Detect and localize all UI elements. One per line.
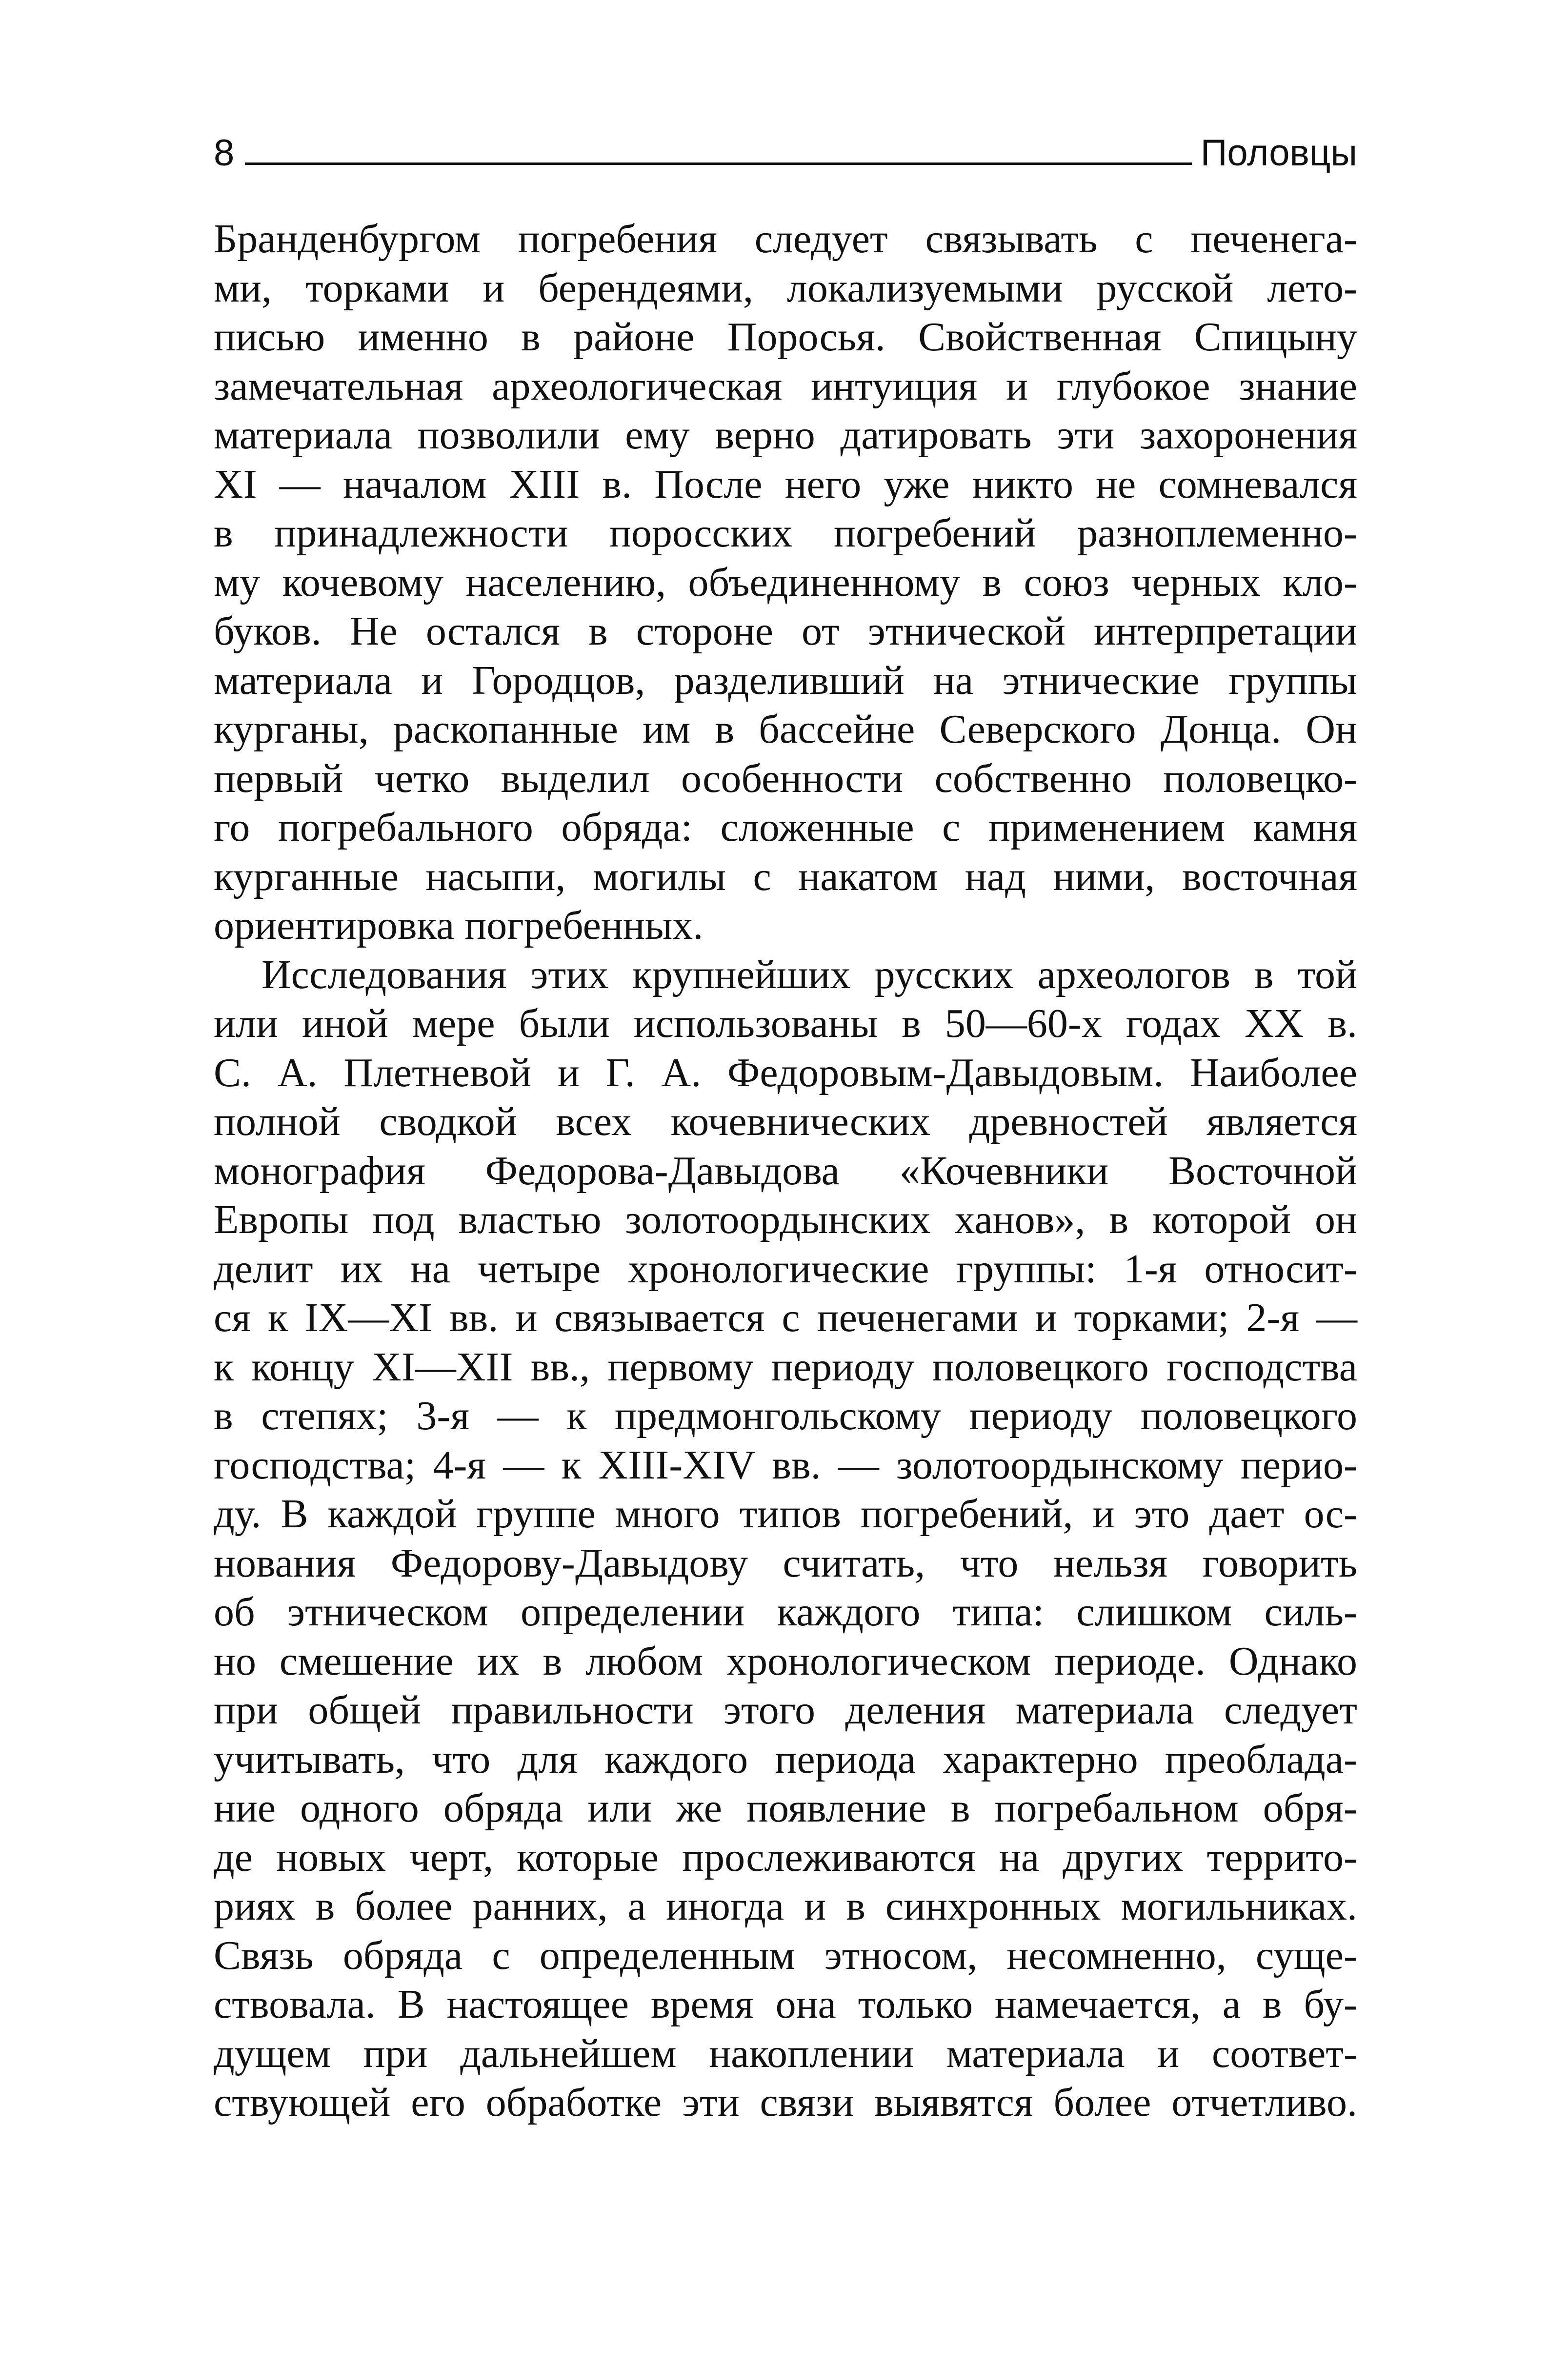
text-line: курганы, раскопанные им в бассейне Северского Донца. Он — [214, 707, 1357, 752]
text-line: Исследования этих крупнейших русских археологов в той — [261, 952, 1357, 997]
body-text — [214, 215, 1357, 2127]
text-line: курганные насыпи, могилы с накатом над ними, восточная — [214, 853, 1357, 899]
text-line: Европы под властью золотоордынских ханов», в которой он — [214, 1197, 1357, 1242]
text-line: учитывать, что для каждого периода характерно преоблада- — [214, 1736, 1357, 1782]
text-line: ми, торками и берендеями, локализуемыми русской лето- — [214, 265, 1357, 311]
text-line: Связь обряда с определенным этносом, несомненно, суще- — [214, 1932, 1357, 1978]
text-line: полной сводкой всех кочевнических древностей является — [214, 1099, 1357, 1144]
text-line: делит их на четыре хронологические группы: 1-я относит- — [214, 1246, 1357, 1292]
text-line: ориентировка погребенных. — [214, 903, 704, 948]
text-line: С. А. Плетневой и Г. А. Федоровым-Давыдовым. Наиболее — [214, 1050, 1357, 1095]
text-line: материала и Городцов, разделивший на этнические группы — [214, 657, 1357, 703]
text-line: но смешение их в любом хронологическом периоде. Однако — [214, 1638, 1357, 1684]
paragraph-2 — [214, 951, 1357, 2127]
text-line: му кочевому населению, объединенному в союз черных кло- — [214, 559, 1357, 605]
text-line: при общей правильности этого деления материала следует — [214, 1687, 1357, 1733]
text-line: дущем при дальнейшем накоплении материала и соответ- — [214, 2030, 1357, 2076]
page-number: 8 — [214, 132, 235, 174]
text-line: нования Федорову-Давыдову считать, что нельзя говорить — [214, 1540, 1357, 1586]
paragraph-1 — [214, 215, 1357, 951]
text-line: ствовала. В настоящее время она только намечается, а в бу- — [214, 1982, 1357, 2027]
text-line: монография Федорова-Давыдова «Кочевники Восточной — [214, 1148, 1357, 1194]
running-title: Половцы — [1200, 132, 1357, 174]
text-line: ствующей его обработке эти связи выявятся более отчетливо. — [214, 2080, 1357, 2125]
text-line: буков. Не остался в стороне от этнической интерпретации — [214, 608, 1357, 654]
text-line: первый четко выделил особенности собственно половецко- — [214, 755, 1357, 801]
text-line: Бранденбургом погребения следует связывать с печенега- — [214, 216, 1357, 262]
text-line: господства; 4-я — к XIII-XIV вв. — золотоордынскому перио- — [214, 1442, 1357, 1488]
text-line: в степях; 3-я — к предмонгольскому периоду половецкого — [214, 1393, 1357, 1438]
text-line: замечательная археологическая интуиция и глубокое знание — [214, 363, 1357, 409]
text-line: или иной мере были использованы в 50—60-х годах XX в. — [214, 1001, 1357, 1046]
text-line: в принадлежности поросских погребений разноплеменно- — [214, 510, 1357, 556]
text-line: материала позволили ему верно датировать эти захоронения — [214, 412, 1357, 458]
text-line: об этническом определении каждого типа: слишком силь- — [214, 1589, 1357, 1635]
text-line: го погребального обряда: сложенные с применением камня — [214, 805, 1357, 850]
running-head — [214, 113, 1357, 172]
text-line: к концу XI—XII вв., первому периоду половецкого господства — [214, 1344, 1357, 1390]
header-rule — [245, 162, 1192, 165]
text-line: ду. В каждой группе много типов погребений, и это дает ос- — [214, 1491, 1357, 1537]
text-line: писью именно в районе Поросья. Свойственная Спицыну — [214, 314, 1357, 360]
text-line: ние одного обряда или же появление в погребальном обря- — [214, 1785, 1357, 1831]
text-line: де новых черт, которые прослеживаются на других террито- — [214, 1834, 1357, 1880]
text-line: ся к IX—XI вв. и связывается с печенегами и торками; 2-я — — [214, 1295, 1357, 1340]
text-line: риях в более ранних, а иногда и в синхронных могильниках. — [214, 1884, 1357, 1929]
text-line: XI — началом XIII в. После него уже никто не сомневался — [214, 461, 1357, 507]
